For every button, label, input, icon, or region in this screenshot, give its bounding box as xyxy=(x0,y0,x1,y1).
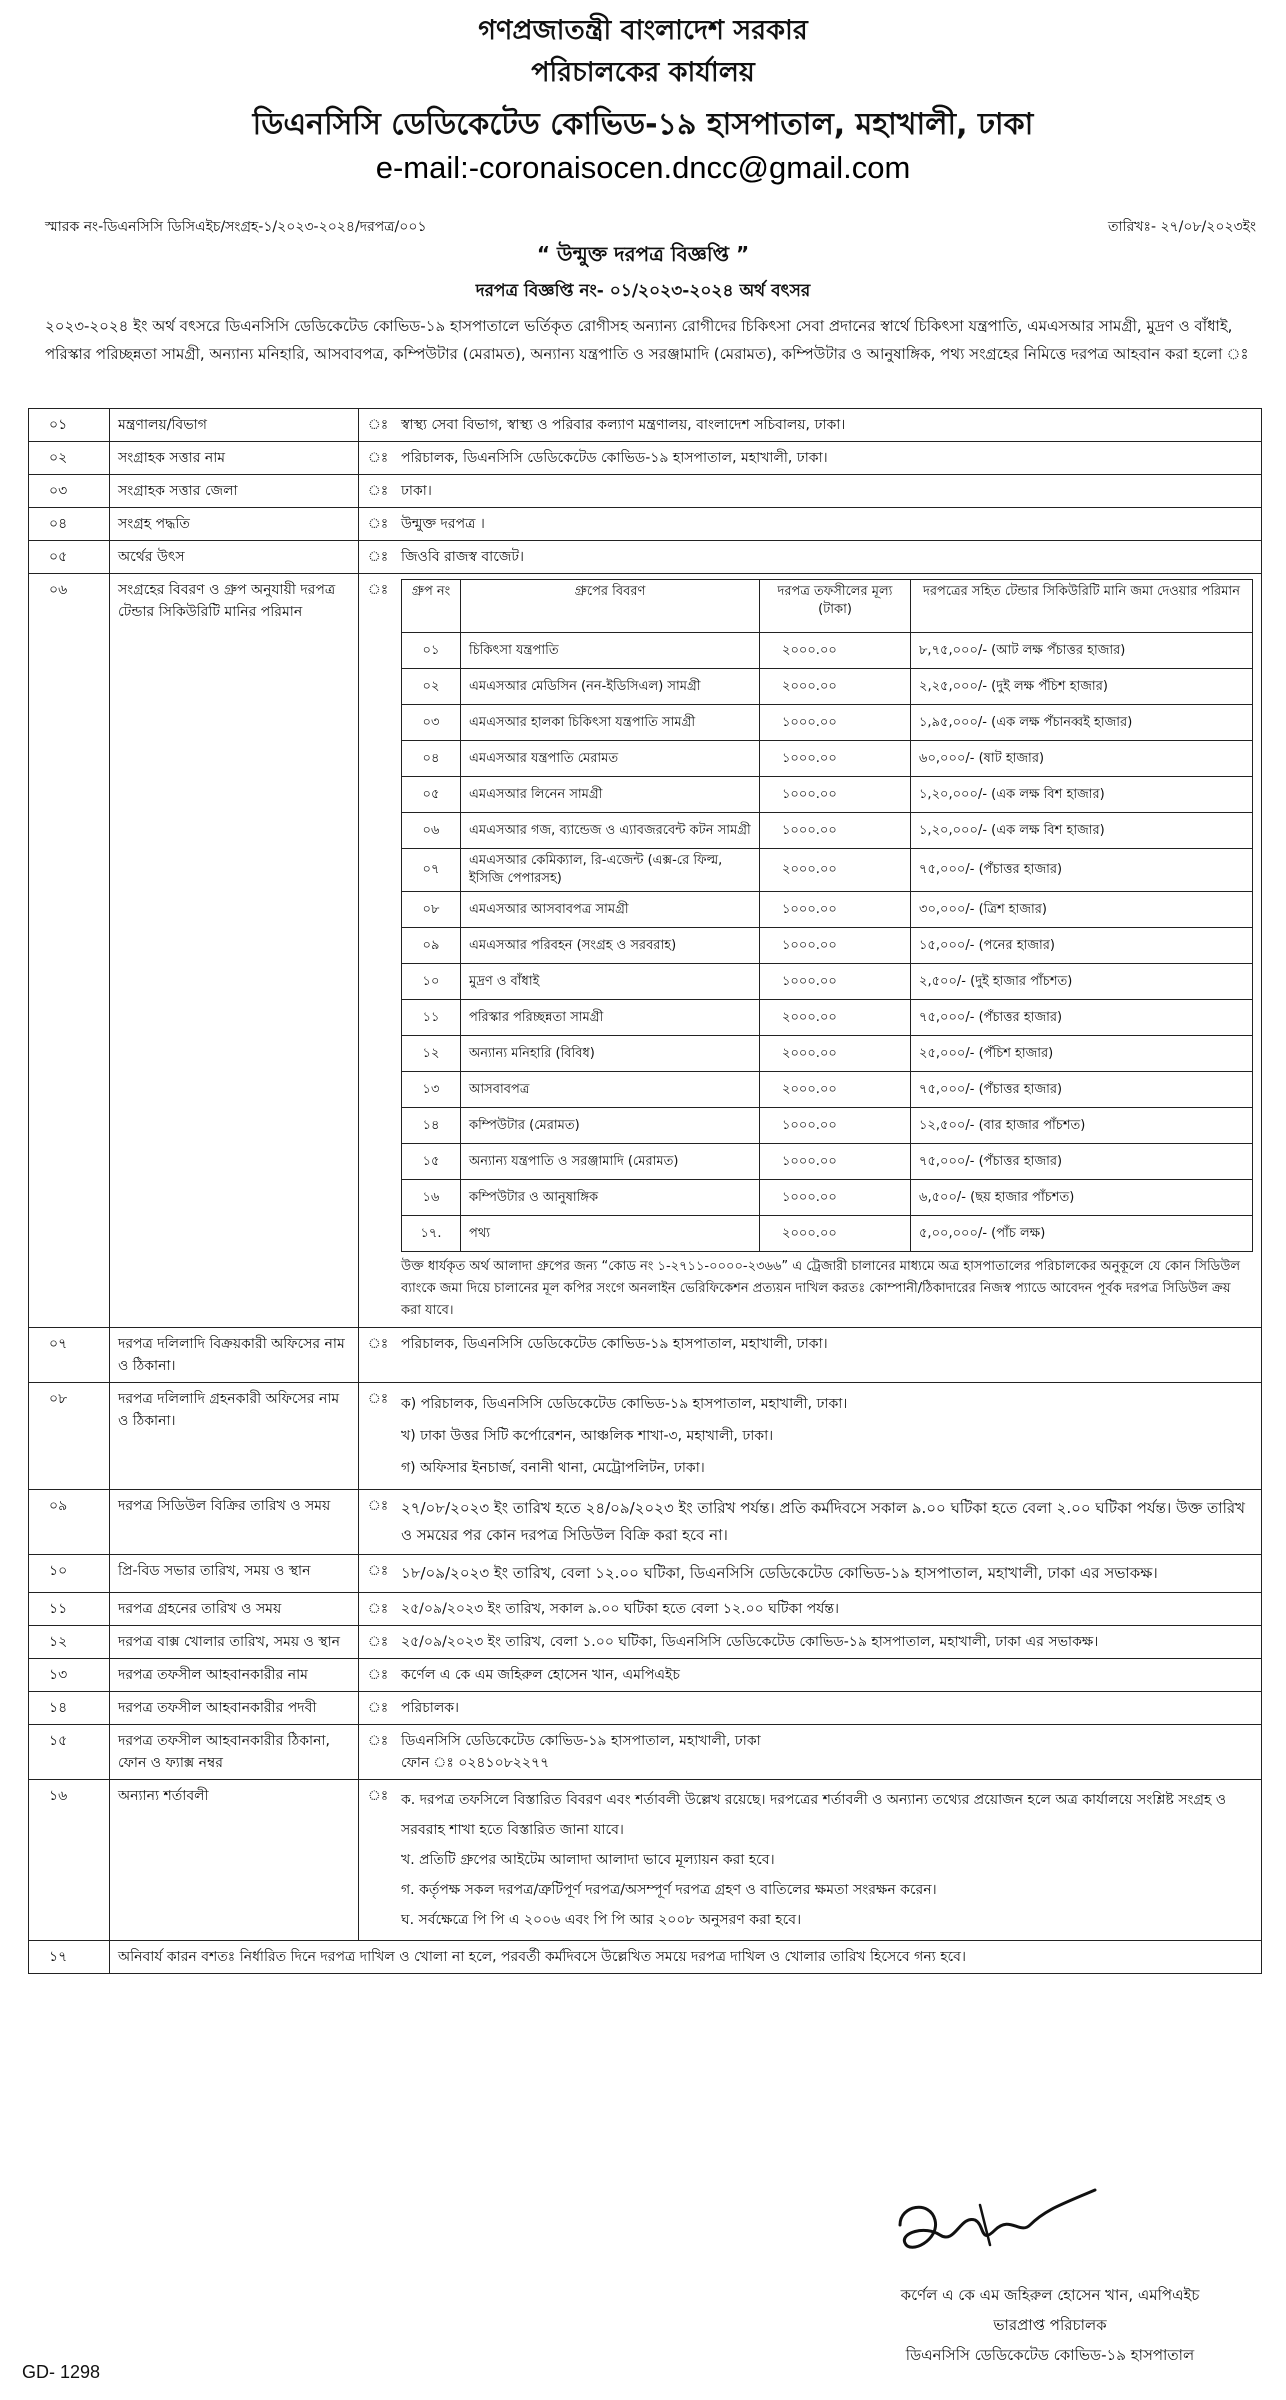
row-value: অনিবার্য কারন বশতঃ নির্ধারিত দিনে দরপত্র দাখিল ও খোলা না হলে, পরবর্তী কর্মদিবসে উল্লেখিত সময়ে দরপত্র দাখিল ও খোলার তারিখ হিসেবে গন্য হবে। xyxy=(110,1941,1262,1974)
group-description: এমএসআর আসবাবপত্র সামগ্রী xyxy=(461,892,760,928)
colon: ঃ xyxy=(359,574,398,1328)
group-row xyxy=(402,1072,1253,1108)
notice-date: তারিখঃ- ২৭/০৮/২০২৩ইং xyxy=(1108,219,1256,235)
receiving-office-1: ক) পরিচালক, ডিএনসিসি ডেডিকেটেড কোভিড-১৯ হাসপাতাল, মহাখালী, ঢাকা। xyxy=(401,1396,848,1412)
table-row xyxy=(29,442,1262,475)
signatory-office: ডিএনসিসি ডেডিকেটেড কোভিড-১৯ হাসপাতাল xyxy=(905,2346,1195,2364)
row-value: ২৭/০৮/২০২৩ ইং তারিখ হতে ২৪/০৯/২০২৩ ইং তারিখ পর্যন্ত। প্রতি কর্মদিবসে সকাল ৯.০০ ঘটিকা হতে বেলা ২.০০ ঘটিকা পর্যন্ত। উক্ত তারিখ ও সময়ের পর কোন দরপত্র সিডিউল বিক্রি করা হবে না। xyxy=(397,1490,1262,1555)
group-number: ০২ xyxy=(402,669,461,705)
colon: ঃ xyxy=(359,1780,398,1941)
row-number: ১৪ xyxy=(29,1692,110,1725)
row-number: ১৭ xyxy=(29,1941,110,1974)
signatory-block xyxy=(840,2280,1260,2370)
group-number: ০৩ xyxy=(402,705,461,741)
schedule-fee: ১০০০.০০ xyxy=(760,777,911,813)
schedule-fee: ২০০০.০০ xyxy=(760,633,911,669)
row-value: জিওবি রাজস্ব বাজেট। xyxy=(397,541,1262,574)
colon: ঃ xyxy=(359,1659,398,1692)
row-label: দরপত্র গ্রহনের তারিখ ও সময় xyxy=(110,1593,359,1626)
issuer-address: ডিএনসিসি ডেডিকেটেড কোভিড-১৯ হাসপাতাল, মহাখালী, ঢাকা xyxy=(401,1733,761,1749)
group-row xyxy=(402,1000,1253,1036)
receiving-office-3: গ) অফিসার ইনচার্জ, বনানী থানা, মেট্রোপলিটন, ঢাকা। xyxy=(401,1460,705,1476)
table-row xyxy=(29,1725,1262,1780)
group-number: ০৭ xyxy=(402,849,461,892)
intro-paragraph: ২০২৩-২০২৪ ইং অর্থ বৎসরে ডিএনসিসি ডেডিকেটেড কোভিড-১৯ হাসপাতালে ভর্তিকৃত রোগীসহ অন্যান্য রোগীদের চিকিৎসা সেবা প্রদানের স্বার্থে চিকিৎসা যন্ত্রপাতি, এমএসআর সামগ্রী, মুদ্রণ ও বাঁধাই, পরিস্কার পরিচ্ছন্নতা সামগ্রী, অন্যান্য মনিহারি, আসবাবপত্র, কম্পিউটার (মেরামত), অন্যান্য যন্ত্রপাতি ও সরঞ্জামাদি (মেরামত), কম্পিউটার ও আনুষাঙ্গিক, পথ্য সংগ্রহের নিমিত্তে দরপত্র আহবান করা হলো ঃ xyxy=(45,317,1249,363)
colon: ঃ xyxy=(359,1626,398,1659)
row-label: মন্ত্রণালয়/বিভাগ xyxy=(110,409,359,442)
group-number: ১৪ xyxy=(402,1108,461,1144)
issuer-phone: ফোন ঃ ০২৪১০৮২২৭৭ xyxy=(401,1755,550,1771)
security-money: ৭৫,০০০/- (পঁচাত্তর হাজার) xyxy=(911,1072,1253,1108)
row-label: সংগ্রাহক সত্তার জেলা xyxy=(110,475,359,508)
group-row xyxy=(402,741,1253,777)
row-number: ০১ xyxy=(29,409,110,442)
schedule-fee: ১০০০.০০ xyxy=(760,705,911,741)
row-value: পরিচালক, ডিএনসিসি ডেডিকেটেড কোভিড-১৯ হাসপাতাল, মহাখালী, ঢাকা। xyxy=(397,442,1262,475)
schedule-fee: ২০০০.০০ xyxy=(760,1000,911,1036)
colon: ঃ xyxy=(359,1692,398,1725)
schedule-fee: ২০০০.০০ xyxy=(760,669,911,705)
table-row xyxy=(29,1555,1262,1593)
row-label: সংগ্রহের বিবরণ ও গ্রুপ অনুযায়ী দরপত্র টেন্ডার সিকিউরিটি মানির পরিমান xyxy=(110,574,359,1328)
row-number: ১৩ xyxy=(29,1659,110,1692)
header-schedule-fee: দরপত্র তফসীলের মূল্য (টাকা) xyxy=(760,580,911,633)
row-label: দরপত্র তফসীল আহবানকারীর নাম xyxy=(110,1659,359,1692)
group-row xyxy=(402,964,1253,1000)
header-line-1: গণপ্রজাতন্ত্রী বাংলাদেশ সরকার xyxy=(478,15,808,46)
group-description: এমএসআর পরিবহন (সংগ্রহ ও সরবরাহ) xyxy=(461,928,760,964)
colon: ঃ xyxy=(359,442,398,475)
colon: ঃ xyxy=(359,475,398,508)
notice-number: দরপত্র বিজ্ঞপ্তি নং- ০১/২০২৩-২০২৪ অর্থ বৎসর xyxy=(475,281,811,301)
group-number: ০৪ xyxy=(402,741,461,777)
schedule-fee: ২০০০.০০ xyxy=(760,1036,911,1072)
colon: ঃ xyxy=(359,409,398,442)
row-label: অন্যান্য শর্তাবলী xyxy=(110,1780,359,1941)
row-label: দরপত্র তফসীল আহবানকারীর ঠিকানা, ফোন ও ফ্যাক্স নম্বর xyxy=(110,1725,359,1780)
group-row xyxy=(402,849,1253,892)
row-label: দরপত্র বাক্স খোলার তারিখ, সময় ও স্থান xyxy=(110,1626,359,1659)
security-money: ১২,৫০০/- (বার হাজার পাঁচশত) xyxy=(911,1108,1253,1144)
table-row xyxy=(29,508,1262,541)
group-description: অন্যান্য মনিহারি (বিবিধ) xyxy=(461,1036,760,1072)
group-row xyxy=(402,705,1253,741)
row-number: ০৯ xyxy=(29,1490,110,1555)
security-money: ১৫,০০০/- (পনের হাজার) xyxy=(911,928,1253,964)
table-row xyxy=(29,1593,1262,1626)
schedule-fee: ১০০০.০০ xyxy=(760,741,911,777)
row-label: অর্থের উৎস xyxy=(110,541,359,574)
header-email: e-mail:-coronaisocen.dncc@gmail.com xyxy=(375,150,911,185)
table-row xyxy=(29,409,1262,442)
row-number: ১২ xyxy=(29,1626,110,1659)
group-description: এমএসআর হালকা চিকিৎসা যন্ত্রপাতি সামগ্রী xyxy=(461,705,760,741)
group-description: আসবাবপত্র xyxy=(461,1072,760,1108)
group-row xyxy=(402,1180,1253,1216)
group-number: ০৫ xyxy=(402,777,461,813)
security-money: ৬০,০০০/- (ষাট হাজার) xyxy=(911,741,1253,777)
colon: ঃ xyxy=(359,1593,398,1626)
condition-2: খ. প্রতিটি গ্রুপের আইটেম আলাদা আলাদা ভাবে মূল্যায়ন করা হবে। xyxy=(401,1852,775,1868)
tender-table xyxy=(28,408,1262,1974)
row-value: পরিচালক। xyxy=(397,1692,1262,1725)
schedule-fee: ১০০০.০০ xyxy=(760,1180,911,1216)
schedule-fee: ১০০০.০০ xyxy=(760,1144,911,1180)
row-label: দরপত্র তফসীল আহবানকারীর পদবী xyxy=(110,1692,359,1725)
group-description: এমএসআর লিনেন সামগ্রী xyxy=(461,777,760,813)
group-row xyxy=(402,1036,1253,1072)
table-row xyxy=(29,1780,1262,1941)
schedule-fee: ২০০০.০০ xyxy=(760,849,911,892)
table-row xyxy=(29,1383,1262,1490)
group-row xyxy=(402,633,1253,669)
condition-4: ঘ. সর্বক্ষেত্রে পি পি এ ২০০৬ এবং পি পি আর ২০০৮ অনুসরণ করা হবে। xyxy=(401,1912,802,1928)
group-number: ০৮ xyxy=(402,892,461,928)
header-line-2: পরিচালকের কার্যালয় xyxy=(531,57,755,88)
schedule-fee: ১০০০.০০ xyxy=(760,964,911,1000)
security-money: ৭৫,০০০/- (পঁচাত্তর হাজার) xyxy=(911,1144,1253,1180)
table-row xyxy=(29,1626,1262,1659)
group-number: ১৬ xyxy=(402,1180,461,1216)
receiving-office-2: খ) ঢাকা উত্তর সিটি কর্পোরেশন, আঞ্চলিক শাখা-৩, মহাখালী, ঢাকা। xyxy=(401,1428,774,1444)
security-money: ১,২০,০০০/- (এক লক্ষ বিশ হাজার) xyxy=(911,777,1253,813)
header-hospital: ডিএনসিসি ডেডিকেটেড কোভিড-১৯ হাসপাতাল, মহাখালী, ঢাকা xyxy=(252,107,1034,142)
row-value: ঢাকা। xyxy=(397,475,1262,508)
group-row xyxy=(402,669,1253,705)
footer-code: GD- 1298 xyxy=(22,2362,101,2382)
group-number: ০৬ xyxy=(402,813,461,849)
security-money: ৮,৭৫,০০০/- (আট লক্ষ পঁচাত্তর হাজার) xyxy=(911,633,1253,669)
header-group-no: গ্রুপ নং xyxy=(402,580,461,633)
colon: ঃ xyxy=(359,1490,398,1555)
row-label: দরপত্র সিডিউল বিক্রির তারিখ ও সময় xyxy=(110,1490,359,1555)
colon: ঃ xyxy=(359,1725,398,1780)
row-value: উন্মুক্ত দরপত্র । xyxy=(397,508,1262,541)
colon: ঃ xyxy=(359,541,398,574)
security-note: উক্ত ধার্যকৃত অর্থ আলাদা গ্রুপের জন্য “কোড নং ১-২৭১১-০০০০-২৩৬৬” এ ট্রেজারী চালানের মাধ্যমে অত্র হাসপাতালের পরিচালকের অনুকূলে যে কোন সিডিউল ব্যাংকে জমা দিয়ে চালানের মূল কপির সংগে অনলাইন ভেরিফিকেশন প্রত্যয়ন দাখিল করতঃ কোম্পানী/ঠিকাদারের নিজস্ব প্যাডে আবেদন পূর্বক দরপত্র সিডিউল ক্রয় করা যাবে। xyxy=(401,1259,1241,1318)
table-row xyxy=(29,475,1262,508)
row-number: ১৫ xyxy=(29,1725,110,1780)
group-description: কম্পিউটার ও আনুষাঙ্গিক xyxy=(461,1180,760,1216)
group-number: ১৫ xyxy=(402,1144,461,1180)
group-description: পরিস্কার পরিচ্ছন্নতা সামগ্রী xyxy=(461,1000,760,1036)
colon: ঃ xyxy=(359,508,398,541)
schedule-fee: ১০০০.০০ xyxy=(760,813,911,849)
table-row xyxy=(29,1328,1262,1383)
row-label: দরপত্র দলিলাদি বিক্রয়কারী অফিসের নাম ও ঠিকানা। xyxy=(110,1328,359,1383)
row-label: প্রি-বিড সভার তারিখ, সময় ও স্থান xyxy=(110,1555,359,1593)
security-money: ৫,০০,০০০/- (পাঁচ লক্ষ) xyxy=(911,1216,1253,1252)
row-value: পরিচালক, ডিএনসিসি ডেডিকেটেড কোভিড-১৯ হাসপাতাল, মহাখালী, ঢাকা। xyxy=(397,1328,1262,1383)
group-row xyxy=(402,1108,1253,1144)
group-description: এমএসআর মেডিসিন (নন-ইডিসিএল) সামগ্রী xyxy=(461,669,760,705)
group-row xyxy=(402,813,1253,849)
table-row xyxy=(29,541,1262,574)
row-number: ০৭ xyxy=(29,1328,110,1383)
row-label: দরপত্র দলিলাদি গ্রহনকারী অফিসের নাম ও ঠিকানা। xyxy=(110,1383,359,1490)
group-description: এমএসআর গজ, ব্যান্ডেজ ও এ্যাবজরবেন্ট কটন সামগ্রী xyxy=(461,813,760,849)
colon: ঃ xyxy=(359,1555,398,1593)
row-value: কর্ণেল এ কে এম জহিরুল হোসেন খান, এমপিএইচ xyxy=(397,1659,1262,1692)
group-number: ১০ xyxy=(402,964,461,1000)
group-cell xyxy=(397,574,1262,1328)
group-number: ১২ xyxy=(402,1036,461,1072)
security-money: ৭৫,০০০/- (পঁচাত্তর হাজার) xyxy=(911,849,1253,892)
security-money: ২,৫০০/- (দুই হাজার পাঁচশত) xyxy=(911,964,1253,1000)
row-number: ০৮ xyxy=(29,1383,110,1490)
schedule-fee: ২০০০.০০ xyxy=(760,1216,911,1252)
security-money: ২,২৫,০০০/- (দুই লক্ষ পঁচিশ হাজার) xyxy=(911,669,1253,705)
row-value xyxy=(397,1383,1262,1490)
row-value xyxy=(397,1725,1262,1780)
group-description: এমএসআর যন্ত্রপাতি মেরামত xyxy=(461,741,760,777)
group-number: ১৭. xyxy=(402,1216,461,1252)
group-row xyxy=(402,1144,1253,1180)
row-label: সংগ্রহ পদ্ধতি xyxy=(110,508,359,541)
group-row xyxy=(402,892,1253,928)
signatory-name: কর্ণেল এ কে এম জহিরুল হোসেন খান, এমপিএইচ xyxy=(900,2286,1200,2304)
colon: ঃ xyxy=(359,1328,398,1383)
row-value: ২৫/০৯/২০২৩ ইং তারিখ, বেলা ১.০০ ঘটিকা, ডিএনসিসি ডেডিকেটেড কোভিড-১৯ হাসপাতাল, মহাখালী, ঢাকা এর সভাকক্ষ। xyxy=(397,1626,1262,1659)
table-row xyxy=(29,1692,1262,1725)
row-value: স্বাস্থ্য সেবা বিভাগ, স্বাস্থ্য ও পরিবার কল্যাণ মন্ত্রণালয়, বাংলাদেশ সচিবালয়, ঢাকা। xyxy=(397,409,1262,442)
signatory-designation: ভারপ্রাপ্ত পরিচালক xyxy=(993,2316,1107,2334)
group-number: ১১ xyxy=(402,1000,461,1036)
row-number: ১০ xyxy=(29,1555,110,1593)
group-number: ০১ xyxy=(402,633,461,669)
group-row xyxy=(402,1216,1253,1252)
row-value: ২৫/০৯/২০২৩ ইং তারিখ, সকাল ৯.০০ ঘটিকা হতে বেলা ১২.০০ ঘটিকা পর্যন্ত। xyxy=(397,1593,1262,1626)
condition-1: ক. দরপত্র তফসিলে বিস্তারিত বিবরণ এবং শর্তাবলী উল্লেখ রয়েছে। দরপত্রের শর্তাবলী ও অন্যান্য তথ্যের প্রয়োজন হলে অত্র কার্যালয়ে সংশ্লিষ্ট সংগ্রহ ও সরবরাহ শাখা হতে বিস্তারিত জানা যাবে। xyxy=(401,1792,1227,1838)
schedule-fee: ২০০০.০০ xyxy=(760,1072,911,1108)
group-description: পথ্য xyxy=(461,1216,760,1252)
row-value xyxy=(397,1780,1262,1941)
schedule-fee: ১০০০.০০ xyxy=(760,1108,911,1144)
security-money: ১,২০,০০০/- (এক লক্ষ বিশ হাজার) xyxy=(911,813,1253,849)
group-row xyxy=(402,777,1253,813)
security-money: ২৫,০০০/- (পঁচিশ হাজার) xyxy=(911,1036,1253,1072)
security-money: ৭৫,০০০/- (পঁচাত্তর হাজার) xyxy=(911,1000,1253,1036)
row-value: ১৮/০৯/২০২৩ ইং তারিখ, বেলা ১২.০০ ঘটিকা, ডিএনসিসি ডেডিকেটেড কোভিড-১৯ হাসপাতাল, মহাখালী, ঢাকা এর সভাকক্ষ। xyxy=(397,1555,1262,1593)
colon: ঃ xyxy=(359,1383,398,1490)
group-number: ০৯ xyxy=(402,928,461,964)
schedule-fee: ১০০০.০০ xyxy=(760,892,911,928)
table-row xyxy=(29,1659,1262,1692)
header-security-money: দরপত্রের সহিত টেন্ডার সিকিউরিটি মানি জমা দেওয়ার পরিমান xyxy=(911,580,1253,633)
group-description: মুদ্রণ ও বাঁধাই xyxy=(461,964,760,1000)
row-number: ০৫ xyxy=(29,541,110,574)
row-number: ১৬ xyxy=(29,1780,110,1941)
schedule-fee: ১০০০.০০ xyxy=(760,928,911,964)
header-group-desc: গ্রুপের বিবরণ xyxy=(461,580,760,633)
row-number: ০৬ xyxy=(29,574,110,1328)
group-description: কম্পিউটার (মেরামত) xyxy=(461,1108,760,1144)
security-money: ১,৯৫,০০০/- (এক লক্ষ পঁচানব্বই হাজার) xyxy=(911,705,1253,741)
group-row xyxy=(402,928,1253,964)
condition-3: গ. কর্তৃপক্ষ সকল দরপত্র/ত্রুটিপূর্ণ দরপত্র/অসম্পূর্ণ দরপত্র গ্রহণ ও বাতিলের ক্ষমতা সংরক্ষন করেন। xyxy=(401,1882,937,1898)
group-number: ১৩ xyxy=(402,1072,461,1108)
security-money: ৩০,০০০/- (ত্রিশ হাজার) xyxy=(911,892,1253,928)
row-number: ০২ xyxy=(29,442,110,475)
group-description: অন্যান্য যন্ত্রপাতি ও সরঞ্জামাদি (মেরামত) xyxy=(461,1144,760,1180)
table-row xyxy=(29,1490,1262,1555)
group-description: এমএসআর কেমিক্যাল, রি-এজেন্ট (এক্স-রে ফিল্ম, ইসিজি পেপারসহ) xyxy=(461,849,760,892)
group-security-table xyxy=(401,579,1253,1252)
group-table-header xyxy=(402,580,1253,633)
signature-image xyxy=(880,2185,1110,2265)
security-money: ৬,৫০০/- (ছয় হাজার পাঁচশত) xyxy=(911,1180,1253,1216)
table-row xyxy=(29,574,1262,1328)
row-number: ১১ xyxy=(29,1593,110,1626)
row-number: ০৩ xyxy=(29,475,110,508)
group-description: চিকিৎসা যন্ত্রপাতি xyxy=(461,633,760,669)
notice-title: “ উন্মুক্ত দরপত্র বিজ্ঞপ্তি ” xyxy=(536,242,750,266)
memo-number: স্মারক নং-ডিএনসিসি ডিসিএইচ/সংগ্রহ-১/২০২৩-২০২৪/দরপত্র/০০১ xyxy=(45,219,427,235)
table-row xyxy=(29,1941,1262,1974)
row-label: সংগ্রাহক সত্তার নাম xyxy=(110,442,359,475)
row-number: ০৪ xyxy=(29,508,110,541)
